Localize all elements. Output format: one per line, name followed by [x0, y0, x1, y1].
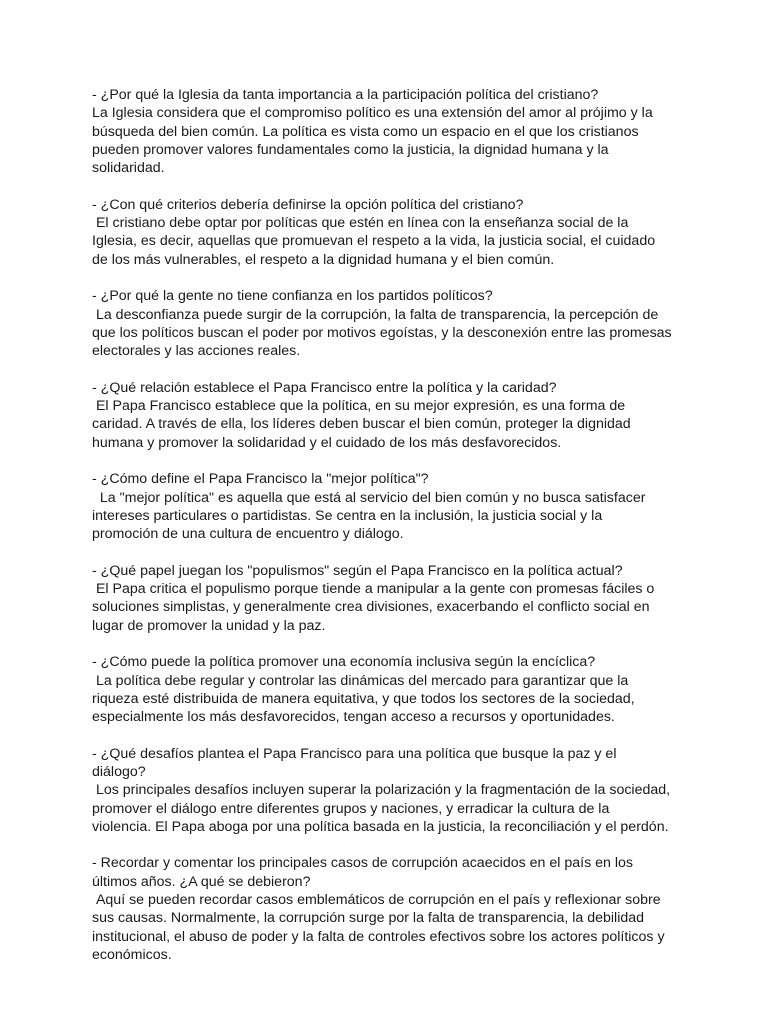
question-text: - Recordar y comentar los principales casos de corrupción acaecidos en el país en los últimos años. ¿A qué se debieron?: [92, 855, 637, 890]
qa-block-3: [92, 287, 676, 360]
question-text: - ¿Cómo puede la política promover una economía inclusiva según la encíclica?: [92, 654, 596, 671]
answer-text: La Iglesia considera que el compromiso político es una extensión del amor al prójimo y la búsqueda del bien común. La política es vista como un espacio en el que los cristianos pueden promover valores fundamentales como la justicia, la dignidad humana y la solidaridad.: [92, 105, 657, 177]
answer-text: La desconfianza puede surgir de la corrupción, la falta de transparencia, la percepción de que los políticos buscan el poder por motivos egoístas, y la desconexión entre las promesas electorales y las acciones reales.: [92, 306, 676, 360]
answer-text: El Papa Francisco establece que la política, en su mejor expresión, es una forma de caridad. A través de ella, los líderes deben buscar el bien común, proteger la dignidad humana y promover la solidaridad y el cuidado de los más desfavorecidos.: [92, 398, 635, 451]
qa-block-6: [92, 562, 672, 635]
question-text: - ¿Por qué la Iglesia da tanta importancia a la participación política del cristiano?: [92, 87, 599, 103]
question-text: - ¿Qué papel juegan los "populismos" según el Papa Francisco en la política actual?: [92, 562, 623, 579]
question-text: - ¿Con qué criterios debería definirse la opción política del cristiano?: [92, 196, 524, 213]
answer-text: Aquí se pueden recordar casos emblemáticos de corrupción en el país y reflexionar sobre sus causas. Normalmente, la corrupción surge por la falta de transparencia, la debilidad institucional, el abuso de poder y la falta de controles efectivos sobre los actores políticos y económicos.: [92, 892, 669, 963]
question-text: - ¿Qué desafíos plantea el Papa Francisco para una política que busque la paz y el diálogo?: [92, 745, 621, 780]
document-page: [92, 86, 676, 983]
answer-text: Los principales desafíos incluyen superar la polarización y la fragmentación de la sociedad, promover el diálogo entre diferentes grupos y naciones, y erradicar la cultura de la violencia. El Papa aboga por una política basada en la justicia, la reconciliación y el perdón.: [92, 782, 675, 835]
answer-text: La política debe regular y controlar las dinámicas del mercado para garantizar que la riqueza esté distribuida de manera equitativa, y que todos los sectores de la sociedad, especialmente los más desfavorecidos, tengan acceso a recursos y oportunidades.: [92, 672, 639, 726]
qa-block-1: [92, 86, 672, 177]
answer-text: El Papa critica el populismo porque tiende a manipular a la gente con promesas fáciles o soluciones simplistas, y generalmente crea divisiones, exacerbando el conflicto social en lugar de promover la unidad y la paz.: [92, 581, 659, 634]
question-text: - ¿Cómo define el Papa Francisco la "mejor política"?: [92, 471, 429, 488]
qa-block-5: [92, 470, 672, 543]
answer-text: La "mejor política" es aquella que está al servicio del bien común y no busca satisfacer intereses particulares o partidistas. Se centra en la inclusión, la justicia social y la promoción de una cultura de encuentro y diálogo.: [92, 489, 650, 543]
qa-block-9: [92, 854, 672, 964]
qa-block-4: [92, 379, 672, 452]
question-text: - ¿Por qué la gente no tiene confianza en los partidos políticos?: [92, 288, 493, 305]
qa-block-8: [92, 745, 675, 836]
question-text: - ¿Qué relación establece el Papa Francisco entre la política y la caridad?: [92, 379, 557, 396]
qa-block-7: [92, 653, 672, 726]
answer-text: El cristiano debe optar por políticas que estén en línea con la enseñanza social de la Iglesia, es decir, aquellas que promuevan el respeto a la vida, la justicia social, el cuidado de los más vulnerables, el respeto a la dignidad humana y el bien común.: [92, 215, 660, 268]
qa-block-2: [92, 196, 672, 269]
